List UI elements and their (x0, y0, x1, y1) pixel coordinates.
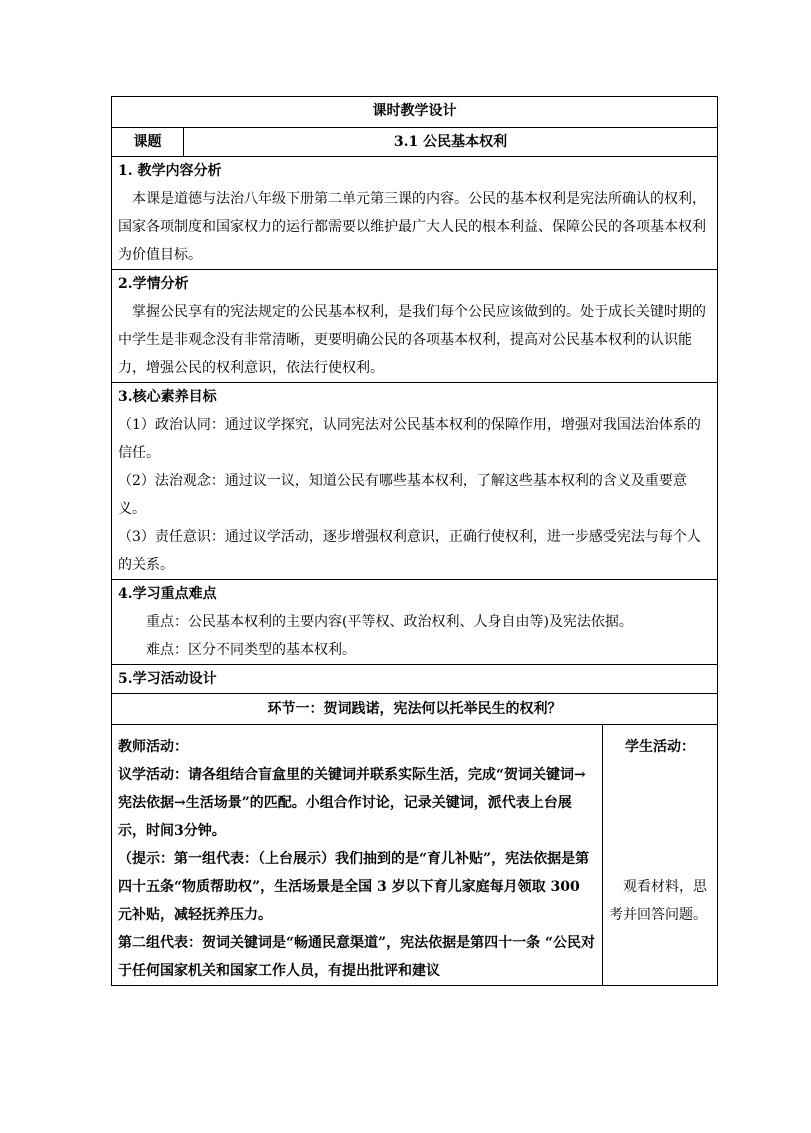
section-body: 掌握公民享有的宪法规定的公民基本权利，是我们每个公民应该做到的。处于成长关键时期的中学生是非观念没有非常清晰，更要明确公民的各项基本权利，提高对公民基本权利的认识能力，增强公民的权利意识，依法行使权利。 (118, 304, 706, 376)
section-key-points (112, 580, 718, 665)
section-heading: 4.学习重点难点 (118, 586, 217, 602)
goal-item: （2）法治观念：通过议一议，知道公民有哪些基本权利，了解这些基本权利的含义及重要意义。 (118, 473, 687, 517)
activity-text: 议学活动：请各组结合盲盒里的关键词并联系实际生活，完成“贺词关键词→宪法依据→生活场景”的匹配。小组合作讨论，记录关键词，派代表上台展示，时间3分钟。 (118, 767, 586, 839)
document-title: 课时教学设计 (112, 97, 718, 128)
section-heading: 1. 教学内容分析 (118, 163, 222, 179)
activity-row (112, 725, 718, 986)
section-heading: 3.核心素养目标 (118, 389, 217, 405)
section-heading: 5.学习活动设计 (118, 671, 217, 687)
teacher-activity-cell (112, 725, 603, 986)
section-activity-design (112, 665, 718, 694)
topic-label: 课题 (112, 128, 184, 157)
student-activity-text: 观看材料，思考并回答问题。 (609, 879, 707, 923)
student-activity-cell (603, 725, 718, 986)
section-heading: 2.学情分析 (118, 276, 189, 292)
goal-item: （3）责任意识：通过议学活动，逐步增强权利意识，正确行使权利，进一步感受宪法与每个人的关系。 (118, 529, 701, 573)
lesson-plan-table (111, 96, 718, 986)
student-activity-label: 学生活动： (625, 739, 695, 755)
topic-value: 3.1 公民基本权利 (184, 128, 718, 157)
difficult-point: 难点：区分不同类型的基本权利。 (146, 642, 356, 658)
activity-description (118, 761, 596, 845)
activity-hint: （提示：第一组代表：（上台展示）我们抽到的是“育儿补贴”，宪法依据是第四十五条“物质帮助权”，生活场景是全国 3 岁以下育儿家庭每月领取 300 元补贴，减轻抚养压力。 (118, 851, 590, 923)
goal-item: （1）政治认同：通过议学探究，认同宪法对公民基本权利的保障作用，增强对我国法治体系的信任。 (118, 417, 701, 461)
activity-stage-title: 环节一：贺词践诺，宪法何以托举民生的权利？ (112, 694, 718, 725)
section-core-goals (112, 383, 718, 580)
section-body: 本课是道德与法治八年级下册第二单元第三课的内容。公民的基本权利是宪法所确认的权利，国家各项制度和国家权力的运行都需要以维护最广大人民的根本利益、保障公民的各项基本权利为价值目标。 (118, 191, 706, 263)
group-two-text: 第二组代表：贺词关键词是“畅通民意渠道”，宪法依据是第四十一条 “公民对于任何国家机关和国家工作人员，有提出批评和建议 (118, 935, 596, 979)
key-point: 重点：公民基本权利的主要内容(平等权、政治权利、人身自由等)及宪法依据。 (146, 614, 633, 630)
teacher-activity-label: 教师活动： (118, 739, 188, 755)
section-content-analysis (112, 157, 718, 270)
section-learner-analysis (112, 270, 718, 383)
